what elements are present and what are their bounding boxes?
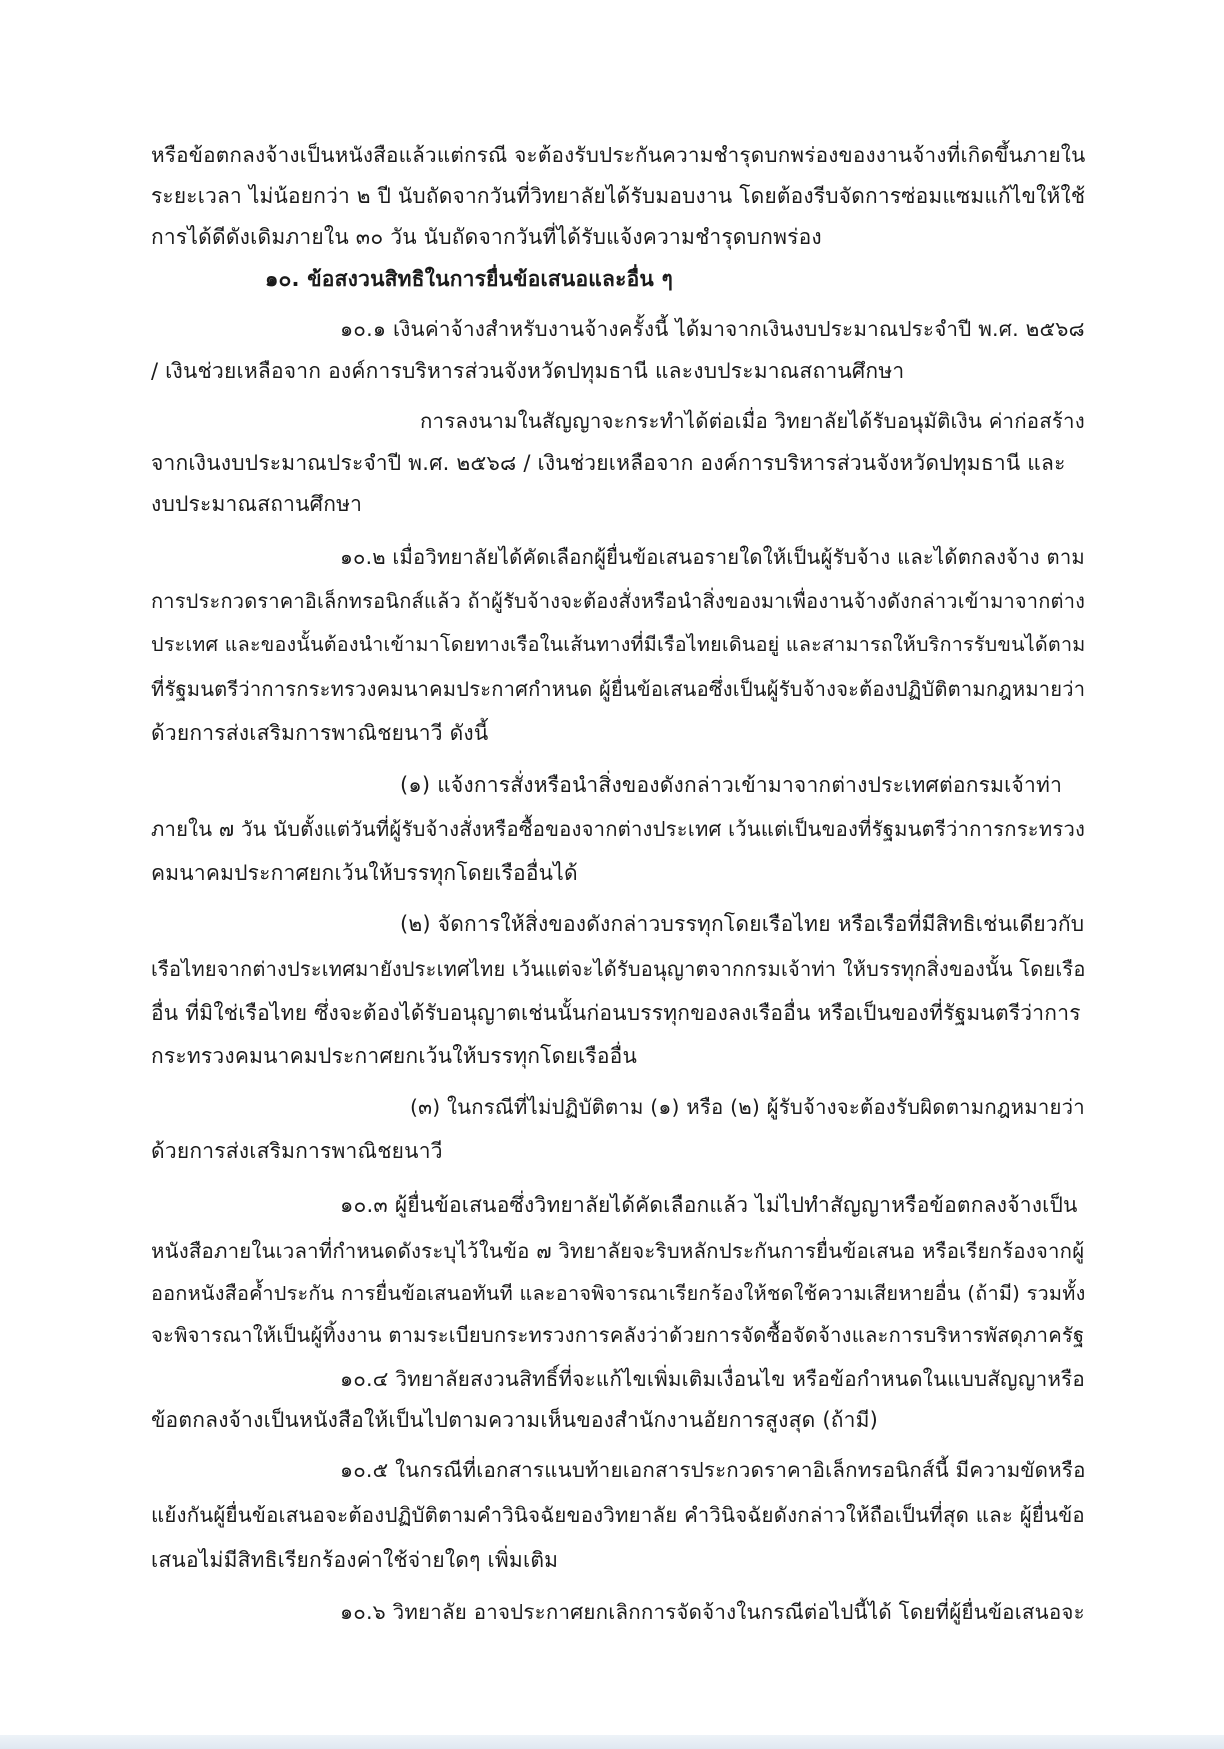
text-line: เสนอไม่มีสิทธิเรียกร้องค่าใช้จ่ายใดๆ เพิ่มเติม (151, 1548, 559, 1572)
text-line: จากเงินงบประมาณประจำปี พ.ศ. ๒๕๖๘ / เงินช่วยเหลือจาก องค์การบริหารส่วนจังหวัดปทุมธานี และ (151, 451, 1066, 475)
text-line: อื่น ที่มิใช่เรือไทย ซึ่งจะต้องได้รับอนุญาตเช่นนั้นก่อนบรรทุกของลงเรืออื่น หรือเป็นของที่รัฐมนตรีว่าการ (151, 1001, 1081, 1025)
text-line: การได้ดีดังเดิมภายใน ๓๐ วัน นับถัดจากวันที่ได้รับแจ้งความชำรุดบกพร่อง (151, 225, 822, 249)
text-line: ออกหนังสือค้ำประกัน การยื่นข้อเสนอทันที และอาจพิจารณาเรียกร้องให้ชดใช้ความเสียหายอื่น (ถ้ามี) รวมทั้ง (151, 1282, 1086, 1305)
text-line: ที่รัฐมนตรีว่าการกระทรวงคมนาคมประกาศกำหนด ผู้ยื่นข้อเสนอซึ่งเป็นผู้รับจ้างจะต้องปฏิบัติตามกฎหมายว่า (151, 677, 1086, 701)
text-line: ด้วยการส่งเสริมการพาณิชยนาวี (151, 1139, 443, 1163)
text-line: ๑๐.๑ เงินค่าจ้างสำหรับงานจ้างครั้งนี้ ได้มาจากเงินงบประมาณประจำปี พ.ศ. ๒๕๖๘ (340, 317, 1085, 341)
text-line: ประเทศ และของนั้นต้องนำเข้ามาโดยทางเรือในเส้นทางที่มีเรือไทยเดินอยู่ และสามารถให้บริการรับขนได้ตาม (151, 633, 1086, 656)
text-line: การลงนามในสัญญาจะกระทำได้ต่อเมื่อ วิทยาลัยได้รับอนุมัติเงิน ค่าก่อสร้าง (420, 409, 1085, 433)
text-line: คมนาคมประกาศยกเว้นให้บรรทุกโดยเรืออื่นได้ (151, 861, 578, 885)
text-line: ๑๐.๒ เมื่อวิทยาลัยได้คัดเลือกผู้ยื่นข้อเสนอรายใดให้เป็นผู้รับจ้าง และได้ตกลงจ้าง ตาม (340, 545, 1085, 569)
text-line: ด้วยการส่งเสริมการพาณิชยนาวี ดังนี้ (151, 721, 489, 745)
text-line: กระทรวงคมนาคมประกาศยกเว้นให้บรรทุกโดยเรืออื่น (151, 1044, 638, 1068)
scan-edge (0, 1735, 1224, 1749)
text-line: หนังสือภายในเวลาที่กำหนดดังระบุไว้ในข้อ ๗ วิทยาลัยจะริบหลักประกันการยื่นข้อเสนอ หรือเรียกร้องจากผู้ (151, 1239, 1085, 1263)
text-line: ๑๐.๔ วิทยาลัยสงวนสิทธิ์ที่จะแก้ไขเพิ่มเติมเงื่อนไข หรือข้อกำหนดในแบบสัญญาหรือ (340, 1367, 1085, 1391)
text-line: ๑๐.๓ ผู้ยื่นข้อเสนอซึ่งวิทยาลัยได้คัดเลือกแล้ว ไม่ไปทำสัญญาหรือข้อตกลงจ้างเป็น (340, 1193, 1078, 1217)
text-line: (๑) แจ้งการสั่งหรือนำสิ่งของดังกล่าวเข้ามาจากต่างประเทศต่อกรมเจ้าท่า (400, 773, 1063, 797)
text-line: ๑๐.๕ ในกรณีที่เอกสารแนบท้ายเอกสารประกวดราคาอิเล็กทรอนิกส์นี้ มีความขัดหรือ (340, 1458, 1086, 1482)
text-line: (๓) ในกรณีที่ไม่ปฏิบัติตาม (๑) หรือ (๒) ผู้รับจ้างจะต้องรับผิดตามกฎหมายว่า (410, 1095, 1085, 1119)
text-line: ๑๐.๖ วิทยาลัย อาจประกาศยกเลิกการจัดจ้างในกรณีต่อไปนี้ได้ โดยที่ผู้ยื่นข้อเสนอจะ (340, 1600, 1085, 1624)
text-line: แย้งกันผู้ยื่นข้อเสนอจะต้องปฏิบัติตามคำวินิจฉัยของวิทยาลัย คำวินิจฉัยดังกล่าวให้ถือเป็นที่สุด และ ผู้ยื่นข้อ (151, 1503, 1085, 1527)
text-line: (๒) จัดการให้สิ่งของดังกล่าวบรรทุกโดยเรือไทย หรือเรือที่มีสิทธิเช่นเดียวกับ (400, 912, 1085, 936)
text-line: จะพิจารณาให้เป็นผู้ทิ้งงาน ตามระเบียบกระทรวงการคลังว่าด้วยการจัดซื้อจัดจ้างและการบริหารพัสดุภาครัฐ (151, 1323, 1085, 1347)
text-line: ภายใน ๗ วัน นับตั้งแต่วันที่ผู้รับจ้างสั่งหรือซื้อของจากต่างประเทศ เว้นแต่เป็นของที่รัฐมนตรีว่าการกระทรวง (151, 817, 1086, 841)
text-line: เรือไทยจากต่างประเทศมายังประเทศไทย เว้นแต่จะได้รับอนุญาตจากกรมเจ้าท่า ให้บรรทุกสิ่งของนั้น โดยเรือ (151, 957, 1086, 981)
text-line: ระยะเวลา ไม่น้อยกว่า ๒ ปี นับถัดจากวันที่วิทยาลัยได้รับมอบงาน โดยต้องรีบจัดการซ่อมแซมแก้ไขให้ใช้ (151, 184, 1086, 208)
text-line: งบประมาณสถานศึกษา (151, 492, 363, 516)
text-line: หรือข้อตกลงจ้างเป็นหนังสือแล้วแต่กรณี จะต้องรับประกันความชำรุดบกพร่องของงานจ้างที่เกิดขึ้นภายใน (151, 143, 1086, 167)
text-line: / เงินช่วยเหลือจาก องค์การบริหารส่วนจังหวัดปทุมธานี และงบประมาณสถานศึกษา (151, 359, 905, 383)
text-line: ข้อตกลงจ้างเป็นหนังสือให้เป็นไปตามความเห็นของสำนักงานอัยการสูงสุด (ถ้ามี) (151, 1408, 879, 1432)
section-heading: ๑๐. ข้อสงวนสิทธิในการยื่นข้อเสนอและอื่น ๆ (265, 267, 673, 291)
text-line: การประกวดราคาอิเล็กทรอนิกส์แล้ว ถ้าผู้รับจ้างจะต้องสั่งหรือนำสิ่งของมาเพื่องานจ้างดังกล่าวเข้ามาจากต่าง (151, 589, 1086, 613)
